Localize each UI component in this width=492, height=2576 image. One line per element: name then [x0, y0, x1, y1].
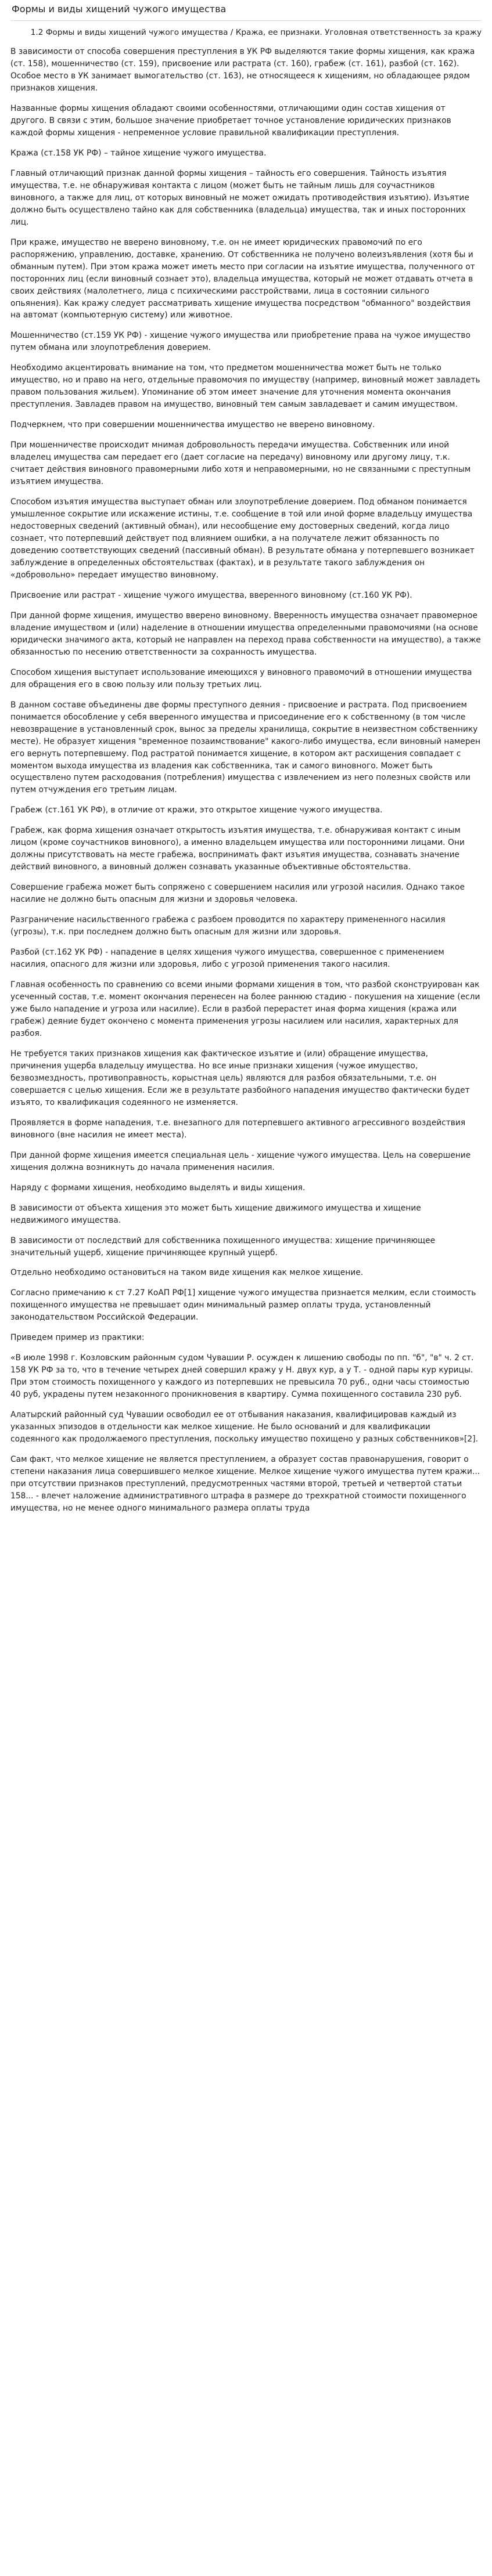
paragraph: Отдельно необходимо остановиться на таком виде хищения как мелкое хищение. — [10, 1268, 364, 1278]
paragraph: Мошенничество (ст.159 УК РФ) - хищение чужого имущества или приобретение права на чужое имущество путем обмана или злоупотребления доверием. — [10, 331, 471, 353]
paragraph: Разбой (ст.162 УК РФ) - нападение в целях хищения чужого имущества, совершенное с применением насилия, опасного для жизни или здоровья, либо с угрозой применения такого насилия. — [10, 948, 444, 970]
paragraph: Необходимо акцентировать внимание на том, что предметом мошенничества может быть не только имущество, но и право на него, отдельные правомочия по имуществу (например, виновный может завладеть правом пользования жильем). Упоминание об этом имеет значение для уточнения момента окончания преступления. Завладев правом на имущество, виновный тем самым завладевает и самим имуществом. — [10, 363, 480, 410]
paragraph: Главная особенность по сравнению со всеми иными формами хищения в том, что разбой сконструирован как усеченный состав, т.е. момент окончания перенесен на более раннюю стадию - покушения на хищение (если уже было нападение и угроза или насилие). Если в разбой перерастет иная форма хищения (кража или грабеж) деяние будет окончено с момента применения угрозы насилием или насилия, характерных для разбоя. — [10, 980, 480, 1038]
paragraph: Главный отличающий признак данной формы хищения – тайность его совершения. Тайность изъятия имущества, т.е. не обнаруживая контакта с лицом (может быть не тайным лишь для соучастников виновного, а также для лиц, от которых виновный не может ожидать противодействия изъятию). Изъятие должно быть осуществлено тайно как для собственника (владельца) имущества, так и иных посторонних лиц. — [10, 168, 469, 227]
paragraph: Разграничение насильственного грабежа с разбоем проводится по характеру примененного насилия (угрозы), т.к. при последнем должно быть опасным для жизни или здоровья. — [10, 915, 446, 937]
paragraph: При мошенничестве происходит мнимая добровольность передачи имущества. Собственник или иной владелец имущества сам передает его (дает согласие на передачу) виновному или другому лицу, т.к. считает действия виновного правомерными либо хотя и неправомерными, но не связанными с преступным изъятием имущества. — [10, 440, 471, 487]
paragraph: Совершение грабежа может быть сопряжено с совершением насилия или угрозой насилия. Однако такое насилие не должно быть опасным для жизни и здоровья человека. — [10, 883, 465, 905]
paragraph: При данной форме хищения имеется специальная цель - хищение чужого имущества. Цель на совершение хищения должна возникнуть до начала применения насилия. — [10, 1150, 471, 1172]
paragraph: В зависимости от объекта хищения это может быть хищение движимого имущества и хищение недвижимого имущества. — [10, 1203, 421, 1225]
document-body — [10, 46, 482, 1515]
paragraph: Грабеж, как форма хищения означает открытость изъятия имущества, т.е. обнаруживая контакт с иным лицом (кроме соучастников виновного), а именно владельцем имущества или посторонними лицами. Они должны присутствовать на месте грабежа, воспринимать факт изъятия имущества, сознавать значение действий виновного, а виновный должен сознавать указанные объективные обстоятельства. — [10, 826, 465, 872]
paragraph: Сам факт, что мелкое хищение не является преступлением, а образует состав правонарушения, говорит о степени наказания лица совершившего мелкое хищение. Мелкое хищение чужого имущества путем кражи... при отсутствии признаков преступлений, предусмотренных частями второй, третьей и четвертой статьи 158... - влечет наложение административного штрафа в размере до трехкратной стоимости похищенного имущества, но не менее одного минимального размера оплаты труда — [10, 1455, 480, 1513]
paragraph: При данной форме хищения, имущество вверено виновному. Вверенность имущества означает правомерное владение имуществом и (или) наделение в отношении имущества определенными правомочиями (на основе юридически значимого акта, который не направлен на переход права собственности на имущество), а также обязанностью по несению ответственности за сохранность имущества. — [10, 610, 481, 657]
paragraph: Не требуется таких признаков хищения как фактическое изъятие и (или) обращение имущества, причинения ущерба владельцу имущества. Но все иные признаки хищения (чужое имущество, безвозмездность, противоправность, корыстная цель) являются для разбоя обязательными, т.е. он совершается с целью хищения. Если же в результате разбойного нападения имущество фактически будет изъято, то квалификация содеянного не изменяется. — [10, 1049, 470, 1107]
paragraph: Присвоение или растрат - хищение чужого имущества, вверенного виновному (ст.160 УК РФ). — [10, 590, 412, 600]
paragraph: В зависимости от способа совершения преступления в УК РФ выделяются такие формы хищения, как кража (ст. 158), мошенничество (ст. 159), присвоение или растрата (ст. 160), грабеж (ст. 161), разбой (ст. 162). Особое место в УК занимает вымогательство (ст. 163), не относящееся к хищениям, но обладающее рядом признаков хищения. — [10, 47, 475, 93]
paragraph: «В июле 1998 г. Козловским районным судом Чувашии Р. осужден к лишению свободы по пп. "б", "в" ч. 2 ст. 158 УК РФ за то, что в течение четырех дней совершил кражу у Н. двух кур, а у Т. - одной пары кур курицы. При этом стоимость похищенного у каждого из потерпевших не превысила 70 руб., одни часы стоимостью 40 руб, украдены путем незаконного проникновения в квартиру. Сумма похищенного составила 230 руб. — [10, 1353, 474, 1400]
page-title: Формы и виды хищений чужого имущества — [10, 0, 482, 21]
paragraph: Названные формы хищения обладают своими особенностями, отличающими один состав хищения от другого. В связи с этим, большое значение приобретает точное установление юридических признаков каждой формы хищения - непременное условие правильной квалификации преступления. — [10, 103, 451, 138]
paragraph: Подчеркнем, что при совершении мошенничества имущество не вверено виновному. — [10, 420, 375, 430]
paragraph: При краже, имущество не вверено виновному, т.е. он не имеет юридических правомочий по его распоряжению, управлению, доставке, хранению. От собственника не получено волеизъявления (хотя бы и обманным путем). При этом кража может иметь место при согласии на изъятие имущества, полученного от посторонних лиц (если виновный сознает это), владельца имущества, который не может отдавать отчета в своих действиях (малолетнего, лица с психическими расстройствами, лица в состоянии сильного опьянения). Как кражу следует рассматривать хищение имущества посредством "обманного" воздействия на автомат (компьютерную систему) или животное. — [10, 237, 475, 320]
paragraph: Приведем пример из практики: — [10, 1333, 145, 1343]
section-heading: 1.2 Формы и виды хищений чужого имущества / Кража, ее признаки. Уголовная ответственность за кражу — [30, 28, 482, 37]
paragraph: Согласно примечанию к ст 7.27 КоАП РФ[1] хищение чужого имущества признается мелким, если стоимость похищенного имущества не превышает один минимальный размер оплаты труда, установленный законодательством Российской Федерации. — [10, 1288, 476, 1323]
paragraph: Кража (ст.158 УК РФ) – тайное хищение чужого имущества. — [10, 148, 267, 158]
paragraph: Способом изъятия имущества выступает обман или злоупотребление доверием. Под обманом понимается умышленное сокрытие или искажение истины, т.е. сообщение в той или иной форме владельцу имущества недостоверных сведений (активный обман), или несообщение ему достоверных сведений, когда лицо сознает, что потерпевший действует под влиянием ошибки, а на получателе лежит обязанность по доведению соответствующих сведений (пассивный обман). В результате обмана у потерпевшего возникает заблуждение в определенных обстоятельствах (фактах), и в результате такого заблуждения он «добровольно» передает имущество виновному. — [10, 497, 475, 580]
paragraph: Грабеж (ст.161 УК РФ), в отличие от кражи, это открытое хищение чужого имущества. — [10, 805, 383, 815]
paragraph: Алатырский районный суд Чувашии освободил ее от отбывания наказания, квалифицировав каждый из указанных эпизодов в отдельности как мелкое хищение. Не было оснований и для квалификации содеянного как продолжаемого преступления, поскольку имущество похищено у разных собственников»[2]. — [10, 1410, 478, 1444]
paragraph: В зависимости от последствий для собственника похищенного имущества: хищение причиняющее значительный ущерб, хищение причиняющее крупный ущерб. — [10, 1235, 436, 1258]
paragraph: Способом хищения выступает использование имеющихся у виновного правомочий в отношении имущества для обращения его в свою пользу или пользу третьих лиц. — [10, 667, 472, 689]
paragraph: В данном составе объединены две формы преступного деяния - присвоение и растрата. Под присвоением понимается обособление у себя вверенного имущества и присоединение его к собственному (в том числе невозвращение в установленный срок, вынос за пределы хранилища, сокрытие в неизвестном собственнику месте). Не образует хищения "временное позаимствование" какого-либо имущества, если виновный намерен его вернуть потерпевшему. Под растратой понимается хищение, в котором акт расхищения совпадает с моментом выхода имущества из владения как собственника, так и самого виновного. Может быть осуществлено путем расходования (потребления) имущества с извлечением из него полезных свойств или путем отчуждения его третьим лицам. — [10, 700, 481, 795]
paragraph: Наряду с формами хищения, необходимо выделять и виды хищения. — [10, 1183, 306, 1193]
paragraph: Проявляется в форме нападения, т.е. внезапного для потерпевшего активного агрессивного воздействия виновного (вне насилия не имеет места). — [10, 1118, 466, 1140]
